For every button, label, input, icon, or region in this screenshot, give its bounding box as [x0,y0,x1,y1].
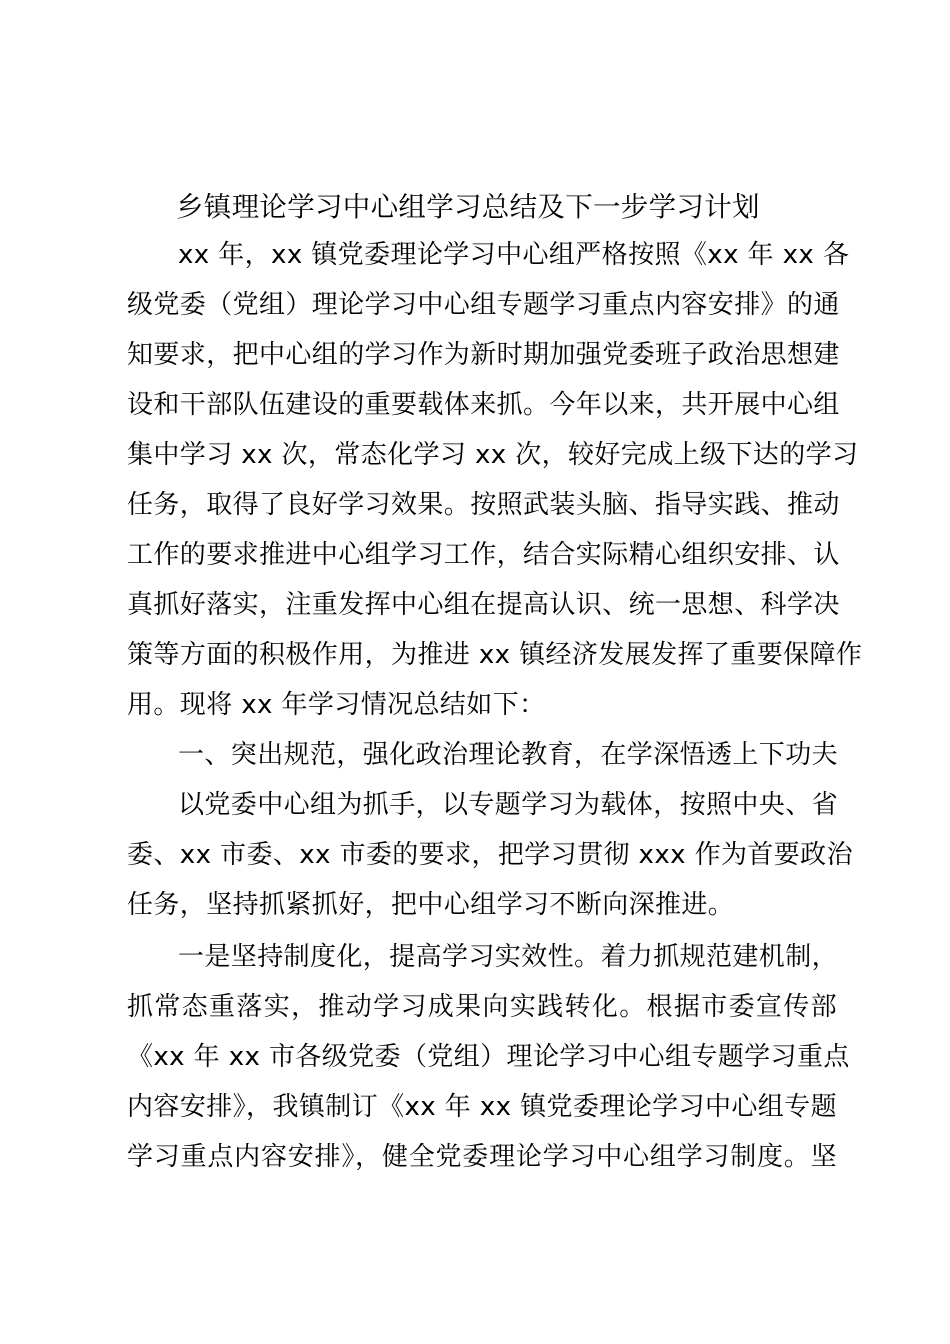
paragraph-line: 委、xx 市委、xx 市委的要求，把学习贯彻 xxx 作为首要政治 [127,840,853,870]
paragraph-line: 知要求，把中心组的学习作为新时期加强党委班子政治思想建 [127,340,840,370]
document-title: 乡镇理论学习中心组学习总结及下一步学习计划 [176,191,760,223]
paragraph-line: 一是坚持制度化，提高学习实效性。着力抓规范建机制， [178,942,839,972]
paragraph-line: 以党委中心组为抓手，以专题学习为载体，按照中央、省 [178,790,839,820]
paragraph-line: 任务，坚持抓紧抓好，把中心组学习不断向深推进。 [127,890,735,920]
paragraph-line: xx 年，xx 镇党委理论学习中心组严格按照《xx 年 xx 各 [178,240,850,270]
paragraph-line: 《xx 年 xx 市各级党委（党组）理论学习中心组专题学习重点 [127,1042,850,1072]
paragraph-line: 真抓好落实，注重发挥中心组在提高认识、统一思想、科学决 [127,590,840,620]
paragraph-line: 抓常态重落实，推动学习成果向实践转化。根据市委宣传部 [127,992,837,1022]
paragraph-line: 集中学习 xx 次，常态化学习 xx 次，较好完成上级下达的学习 [127,440,859,470]
section-heading: 一、突出规范，强化政治理论教育，在学深悟透上下功夫 [178,740,839,770]
paragraph-line: 工作的要求推进中心组学习工作，结合实际精心组织安排、认 [127,540,840,570]
paragraph-line: 设和干部队伍建设的重要载体来抓。今年以来，共开展中心组 [127,390,840,420]
paragraph-line: 级党委（党组）理论学习中心组专题学习重点内容安排》的通 [127,290,840,320]
paragraph-line: 用。现将 xx 年学习情况总结如下： [127,690,546,720]
paragraph-line: 内容安排》，我镇制订《xx 年 xx 镇党委理论学习中心组专题 [127,1092,837,1122]
paragraph-line: 策等方面的积极作用，为推进 xx 镇经济发展发挥了重要保障作 [127,640,863,670]
paragraph-line: 学习重点内容安排》，健全党委理论学习中心组学习制度。坚 [127,1142,837,1172]
paragraph-line: 任务，取得了良好学习效果。按照武装头脑、指导实践、推动 [127,490,840,520]
